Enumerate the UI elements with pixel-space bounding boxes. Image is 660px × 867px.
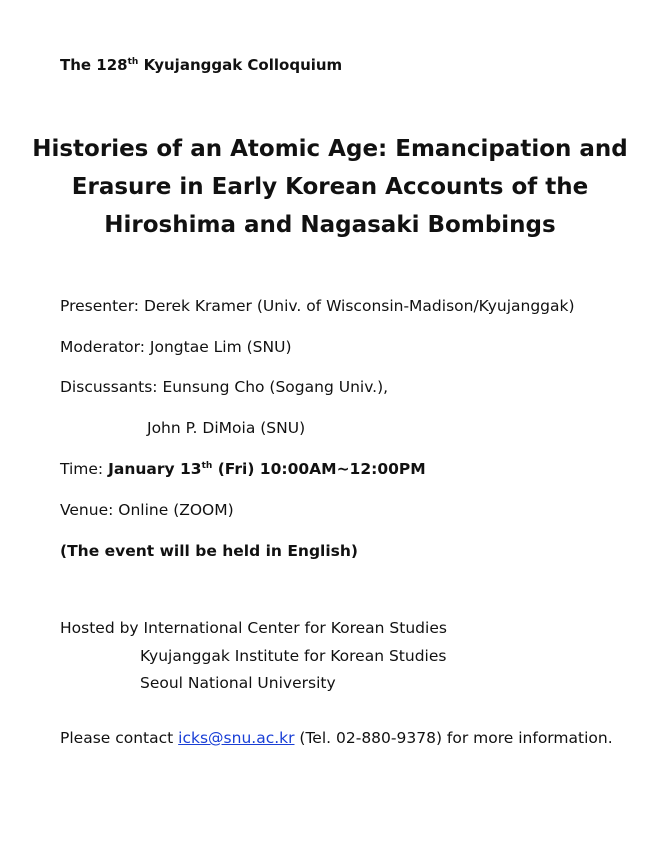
title-line-1: Histories of an Atomic Age: Emancipation and <box>32 136 628 162</box>
colloquium-prefix: The 128 <box>60 56 128 74</box>
lecture-title <box>30 130 630 244</box>
time-label: Time: <box>60 460 109 478</box>
time-rest: (Fri) 10:00AM~12:00PM <box>212 460 426 478</box>
time-ordinal: th <box>201 461 213 471</box>
colloquium-ordinal: th <box>127 57 139 67</box>
contact-line <box>60 728 613 748</box>
presenter-line: Presenter: Derek Kramer (Univ. of Wisconsin-Madison/Kyujanggak) <box>60 297 575 315</box>
contact-email-link[interactable]: icks@snu.ac.kr <box>178 729 295 747</box>
moderator-line: Moderator: Jongtae Lim (SNU) <box>60 338 292 356</box>
hosted-by-line <box>60 618 447 638</box>
host-3: Seoul National University <box>140 674 336 692</box>
colloquium-suffix: Kyujanggak Colloquium <box>138 56 343 74</box>
hosted-by-label: Hosted by <box>60 619 144 637</box>
venue-line: Venue: Online (ZOOM) <box>60 501 234 519</box>
time-line <box>60 459 426 479</box>
title-line-3: Hiroshima and Nagasaki Bombings <box>104 212 556 238</box>
host-1: International Center for Korean Studies <box>143 619 447 637</box>
contact-prefix: Please contact <box>60 729 179 747</box>
title-line-2: Erasure in Early Korean Accounts of the <box>71 174 589 200</box>
discussants-line-1: Discussants: Eunsung Cho (Sogang Univ.), <box>60 378 389 396</box>
colloquium-number <box>60 55 342 75</box>
discussants-line-2: John P. DiMoia (SNU) <box>147 419 306 437</box>
contact-suffix: (Tel. 02-880-9378) for more information. <box>294 729 613 747</box>
time-date: January 13 <box>108 460 202 478</box>
language-note: (The event will be held in English) <box>60 542 359 560</box>
host-2: Kyujanggak Institute for Korean Studies <box>140 647 447 665</box>
